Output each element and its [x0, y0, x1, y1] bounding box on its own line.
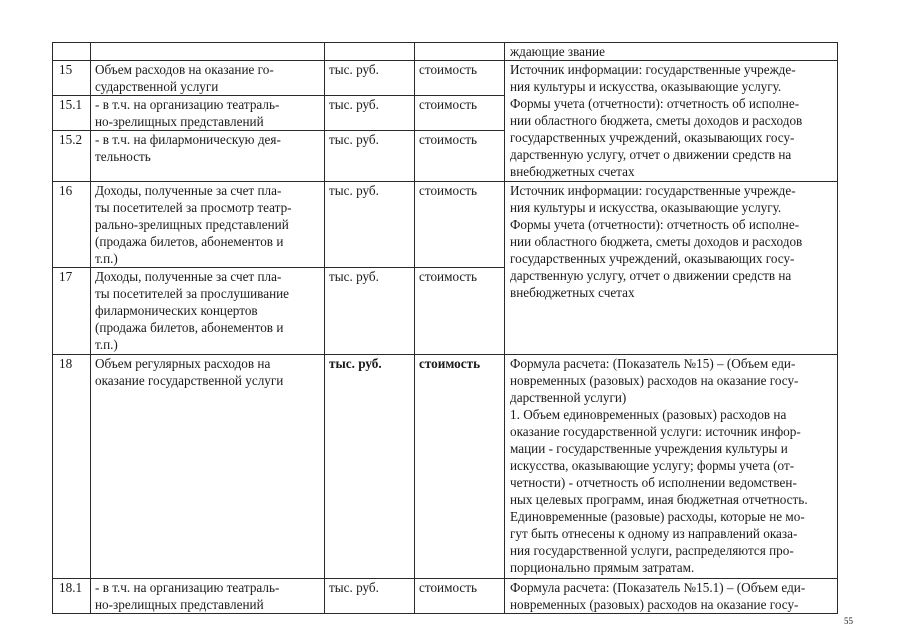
row-number — [53, 43, 91, 61]
source-cell: Источник информации: государственные учрежде- ния культуры и искусства, оказывающие услугу. Формы учета (отчетности): отчетность об исполне- нии областного бюджета, сметы доходов и расходов государственных учреждений, оказывающих госу- дарственную услугу, отчет о движении средств на внебюджетных счетах — [505, 182, 838, 355]
row-number: 15 — [53, 61, 91, 96]
indicator-name: Объем расходов на оказание го- сударственной услуги — [91, 61, 325, 96]
table-row — [53, 61, 838, 96]
page-number: 55 — [844, 616, 853, 626]
indicator-name: - в т.ч. на организацию театраль- но-зрелищных представлений — [91, 579, 325, 614]
table-row — [53, 182, 838, 268]
source-cell: Формула расчета: (Показатель №15.1) – (Объем еди- новременных (разовых) расходов на оказание госу- — [505, 579, 838, 614]
unit: тыс. руб. — [325, 268, 415, 355]
indicator-name: Доходы, полученные за счет пла- ты посетителей за прослушивание филармонических концертов (продажа билетов, абонементов и т.п.) — [91, 268, 325, 355]
row-number: 15.2 — [53, 131, 91, 182]
indicator-name: Объем регулярных расходов на оказание государственной услуги — [91, 355, 325, 579]
value-type: стоимость — [415, 131, 505, 182]
source-line: ждающие звание — [510, 44, 605, 59]
source-cell: Формула расчета: (Показатель №15) – (Объем еди- новременных (разовых) расходов на оказание госу- дарственной услуги) 1. Объем единовременных (разовых) расходов на оказание государственной услуги: источник инфор- мации - государственные учреждения культуры и искусства, оказывающие услугу; формы учета (от- четности) - отчетность об исполнении ведомствен- ных целевых программ, иная бюджетная отчетность. Единовременные (разовые) расходы, которые не мо- гут быть отнесены к одному из направлений оказа- ния государственной услуги, распределяются про- порционально прямым затратам. — [505, 355, 838, 579]
table-row — [53, 579, 838, 614]
row-number: 16 — [53, 182, 91, 268]
source-cell — [505, 43, 838, 61]
unit: тыс. руб. — [325, 355, 415, 579]
indicator-name: - в т.ч. на организацию театраль- но-зрелищных представлений — [91, 96, 325, 131]
row-number: 17 — [53, 268, 91, 355]
table-row — [53, 355, 838, 579]
source-cell: Источник информации: государственные учрежде- ния культуры и искусства, оказывающие услугу. Формы учета (отчетности): отчетность об исполне- нии областного бюджета, сметы доходов и расходов государственных учреждений, оказывающих госу- дарственную услугу, отчет о движении средств на внебюджетных счетах — [505, 61, 838, 182]
value-type: стоимость — [415, 61, 505, 96]
unit: тыс. руб. — [325, 182, 415, 268]
value-type — [415, 43, 505, 61]
value-type: стоимость — [415, 182, 505, 268]
indicator-name — [91, 43, 325, 61]
value-type: стоимость — [415, 268, 505, 355]
unit: тыс. руб. — [325, 96, 415, 131]
value-type: стоимость — [415, 579, 505, 614]
unit — [325, 43, 415, 61]
row-number: 15.1 — [53, 96, 91, 131]
table-row — [53, 43, 838, 61]
row-number: 18.1 — [53, 579, 91, 614]
indicator-name: - в т.ч. на филармоническую дея- тельность — [91, 131, 325, 182]
indicator-name: Доходы, полученные за счет пла- ты посетителей за просмотр театр- рально-зрелищных представлений (продажа билетов, абонементов и т.п.) — [91, 182, 325, 268]
value-type: стоимость — [415, 355, 505, 579]
indicator-table — [52, 42, 838, 614]
unit: тыс. руб. — [325, 579, 415, 614]
unit: тыс. руб. — [325, 131, 415, 182]
unit: тыс. руб. — [325, 61, 415, 96]
row-number: 18 — [53, 355, 91, 579]
value-type: стоимость — [415, 96, 505, 131]
